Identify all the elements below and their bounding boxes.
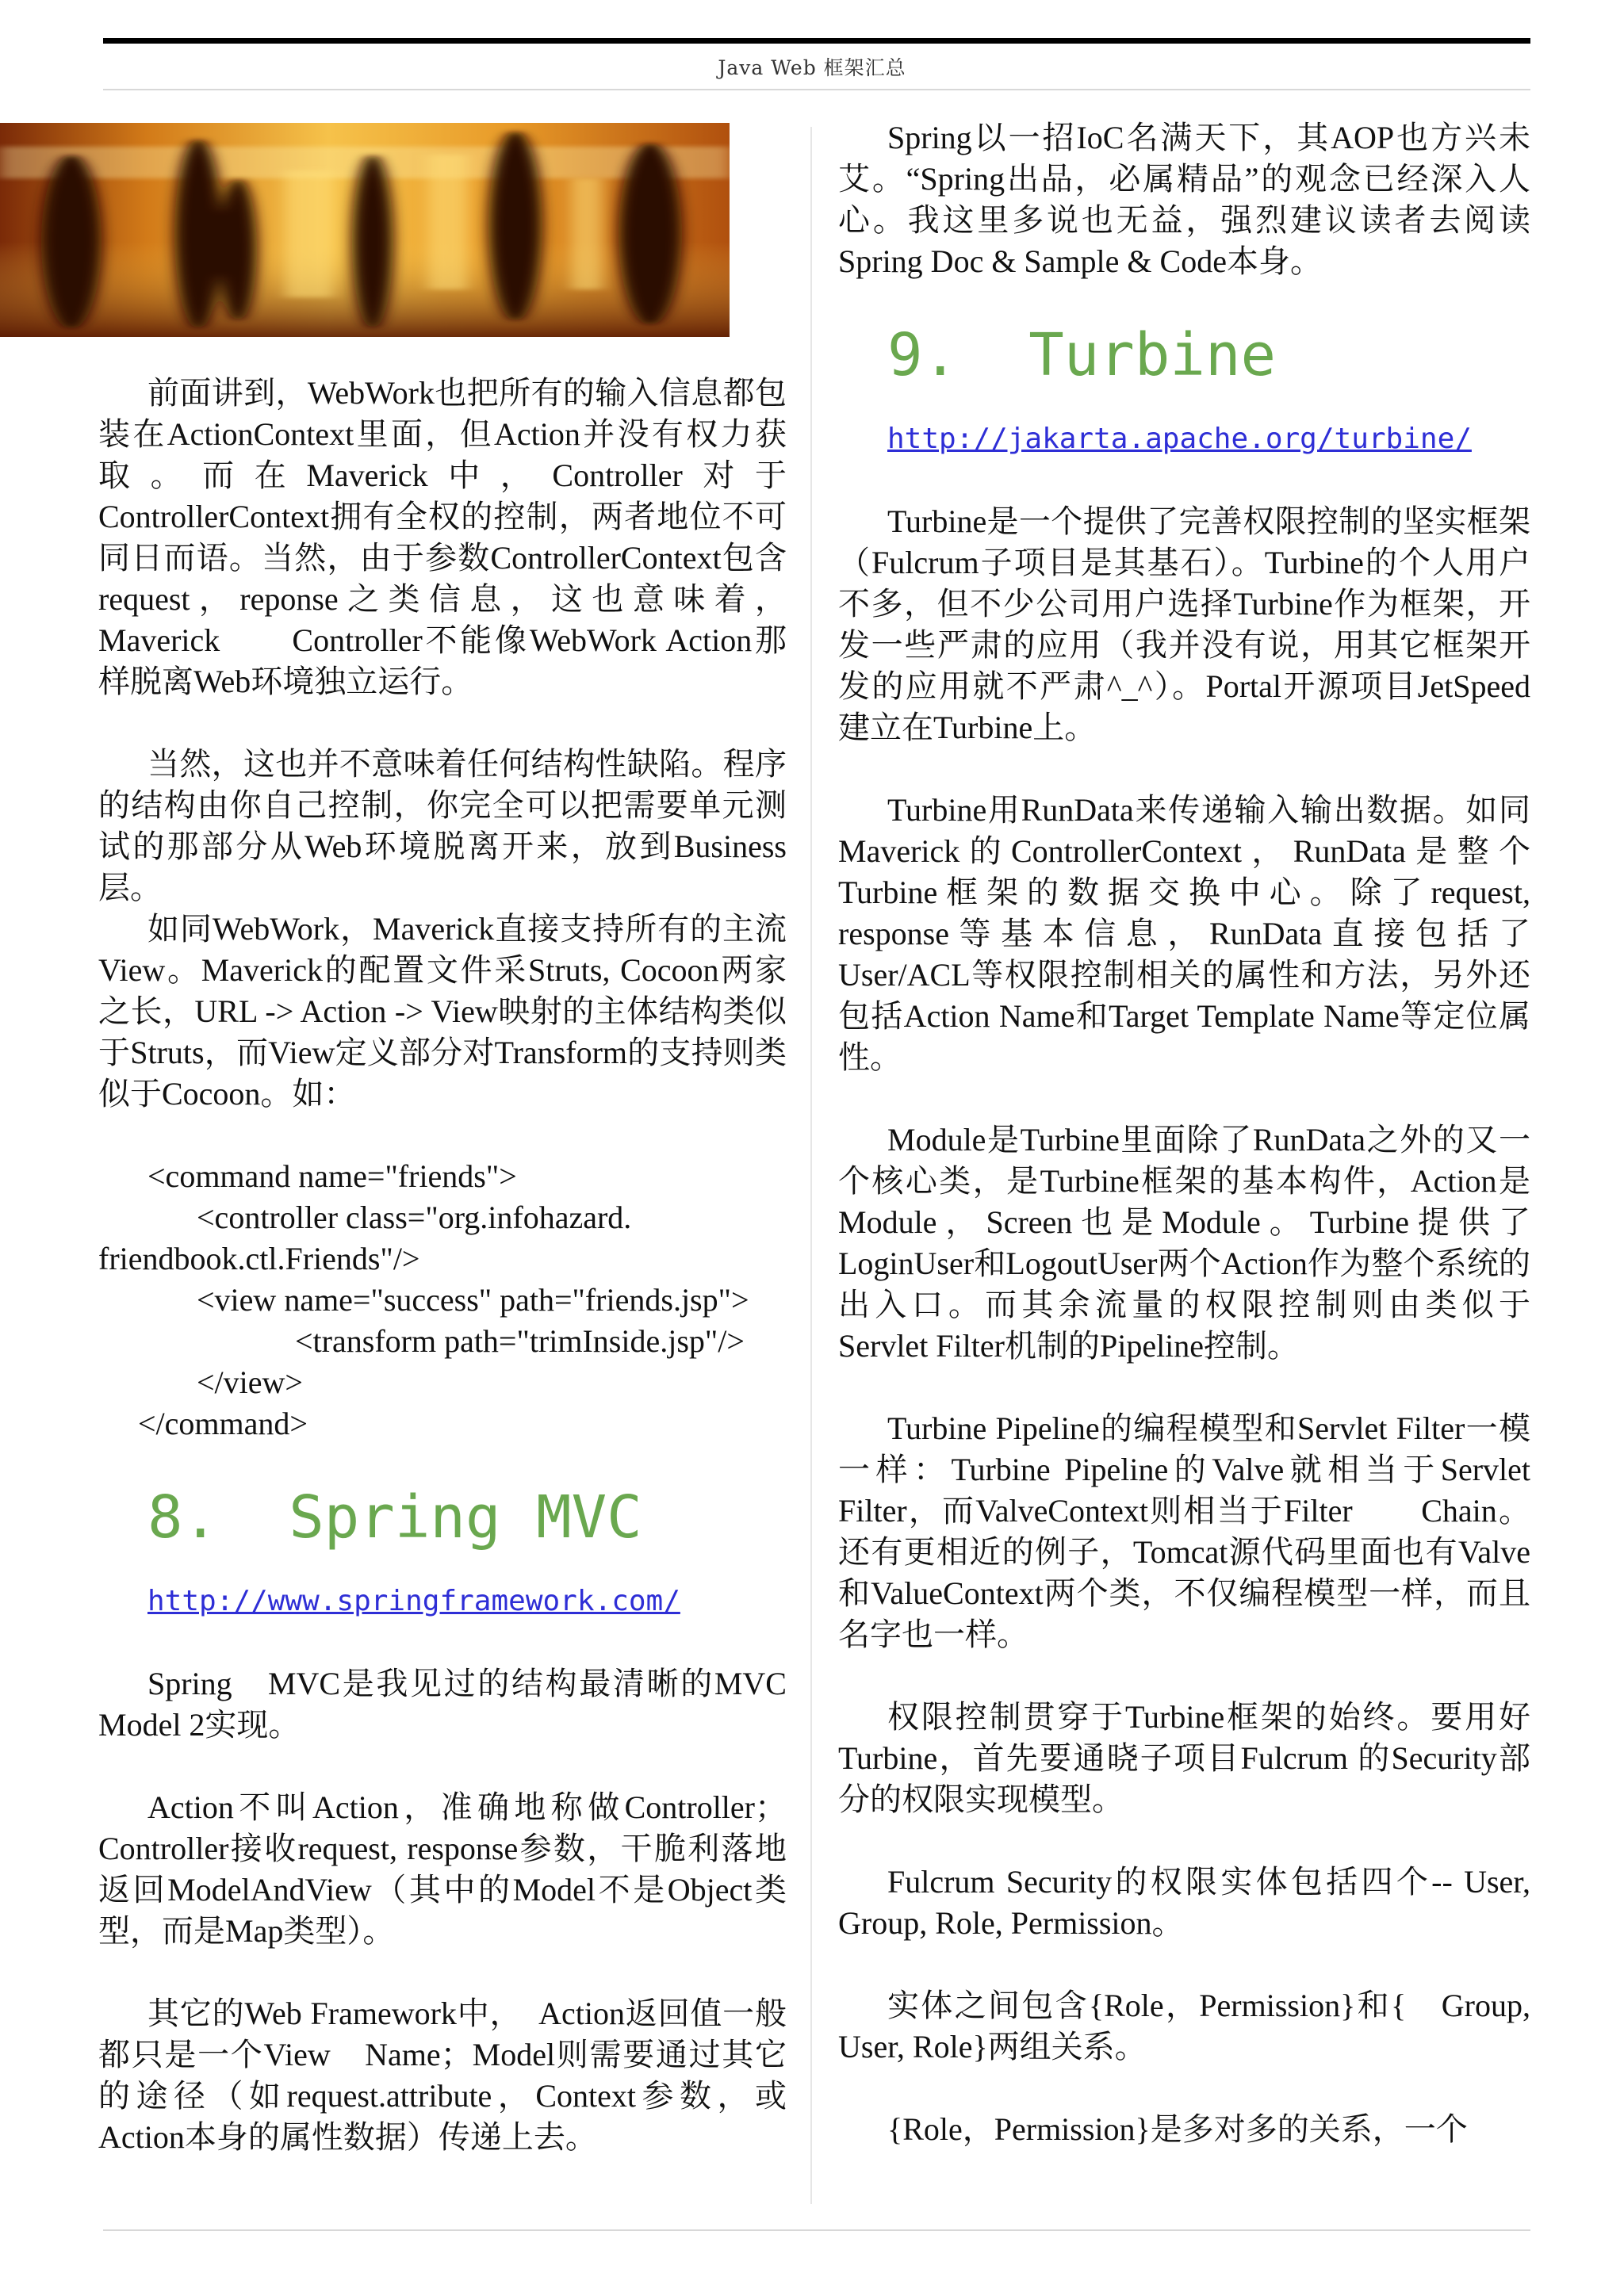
paragraph: 权限控制贯穿于Turbine框架的始终。要用好Turbine，首先要通晓子项目Fulcrum 的Security部分的权限实现模型。 bbox=[838, 1699, 1530, 1817]
paragraph: Turbine用RunData来传递输入输出数据。如同Maverick的ControllerContext，RunData是整个Turbine框架的数据交换中心。除了request, response等基本信息，RunData直接包括了User/ACL等权限控制相关的属性和方法，另外还包括Action Name和Target Template Name等定位属性。 bbox=[838, 792, 1530, 1075]
paragraph: 当然，这也并不意味着任何结构性缺陷。程序的结构由你自己控制，你完全可以把需要单元测试的那部分从Web环境脱离开来，放到Business层。 bbox=[98, 746, 787, 905]
code-block bbox=[98, 1156, 787, 1445]
code-line: </view> bbox=[197, 1364, 303, 1400]
code-line: </command> bbox=[138, 1406, 308, 1441]
code-line: <transform path="trimInside.jsp"/> bbox=[295, 1323, 745, 1359]
header-divider bbox=[103, 89, 1530, 90]
paragraph: 前面讲到，WebWork也把所有的输入信息都包装在ActionContext里面，但Action并没有权力获取。而在Maverick中，Controller对于ControllerContext拥有全权的控制，两者地位不可同日而语。当然，由于参数ControllerContext包含request，reponse之类信息，这也意味着，Maverick Controller不能像WebWork Action那样脱离Web环境独立运行。 bbox=[98, 375, 787, 699]
paragraph: 实体之间包含{Role，Permission}和{ Group, User, Role}两组关系。 bbox=[838, 1988, 1530, 2064]
code-line: friendbook.ctl.Friends"/> bbox=[98, 1241, 420, 1276]
section-heading-spring-mvc: 8. Spring MVC bbox=[147, 1483, 642, 1552]
motion-blur-photo bbox=[0, 123, 730, 337]
paragraph: Spring MVC是我见过的结构最清晰的MVC Model 2实现。 bbox=[98, 1666, 787, 1743]
right-column bbox=[838, 117, 1530, 2191]
left-column bbox=[98, 373, 787, 2199]
paragraph: Spring以一招IoC名满天下，其AOP也方兴未艾。“Spring出品，必属精品”的观念已经深入人心。我这里多说也无益，强烈建议读者去阅读Spring Doc & Sample & Code本身。 bbox=[838, 120, 1530, 279]
paragraph: 其它的Web Framework中， Action返回值一般都只是一个View Name；Model则需要通过其它的途径（如request.attribute，Context参数，或Action本身的属性数据）传递上去。 bbox=[98, 1996, 787, 2155]
springframework-link[interactable]: http://www.springframework.com/ bbox=[147, 1585, 680, 1617]
section-heading-turbine: 9. Turbine bbox=[887, 321, 1277, 389]
paragraph: {Role，Permission}是多对多的关系，一个 bbox=[887, 2111, 1468, 2147]
footer-divider bbox=[103, 2229, 1530, 2231]
paragraph: Module是Turbine里面除了RunData之外的又一个核心类，是Turbine框架的基本构件，Action是Module，Screen也是Module。Turbine提供了LoginUser和LogoutUser两个Action作为整个系统的出入口。而其余流量的权限控制则由类似于Servlet Filter机制的Pipeline控制。 bbox=[838, 1122, 1530, 1364]
turbine-link[interactable]: http://jakarta.apache.org/turbine/ bbox=[887, 423, 1472, 455]
paragraph: Fulcrum Security的权限实体包括四个-- User, Group, Role, Permission。 bbox=[838, 1864, 1530, 1941]
running-header: Java Web 框架汇总 bbox=[718, 56, 906, 79]
paragraph: 如同WebWork，Maverick直接支持所有的主流View。Maverick的配置文件采Struts, Cocoon两家之长，URL -> Action -> View映射的主体结构类似于Struts，而View定义部分对Transform的支持则类似于Cocoon。如： bbox=[98, 911, 787, 1112]
link-line bbox=[147, 1581, 787, 1622]
code-line: <command name="friends"> bbox=[147, 1158, 517, 1194]
header-top-rule bbox=[103, 38, 1530, 44]
code-line: <view name="success" path="friends.jsp"> bbox=[197, 1282, 749, 1318]
link-line bbox=[887, 419, 1530, 460]
paragraph: Turbine是一个提供了完善权限控制的坚实框架（Fulcrum子项目是其基石）。Turbine的个人用户不多，但不少公司用户选择Turbine作为框架，开发一些严肃的应用（我并没有说，用其它框架开发的应用就不严肃^_^）。Portal开源项目JetSpeed建立在Turbine上。 bbox=[838, 503, 1530, 745]
code-line: <controller class="org.infohazard. bbox=[197, 1200, 632, 1235]
paragraph: Action不叫Action，准确地称做Controller；Controller接收request, response参数，干脆利落地返回ModelAndView（其中的Model不是Object类型，而是Map类型）。 bbox=[98, 1789, 787, 1949]
paragraph: Turbine Pipeline的编程模型和Servlet Filter一模一样：Turbine Pipeline的Valve就相当于Servlet Filter，而ValveContext则相当于Filter Chain。还有更相近的例子，Tomcat源代码里面也有Valve和ValueContext两个类，不仅编程模型一样，而且名字也一样。 bbox=[838, 1410, 1530, 1652]
column-divider bbox=[810, 127, 812, 2204]
